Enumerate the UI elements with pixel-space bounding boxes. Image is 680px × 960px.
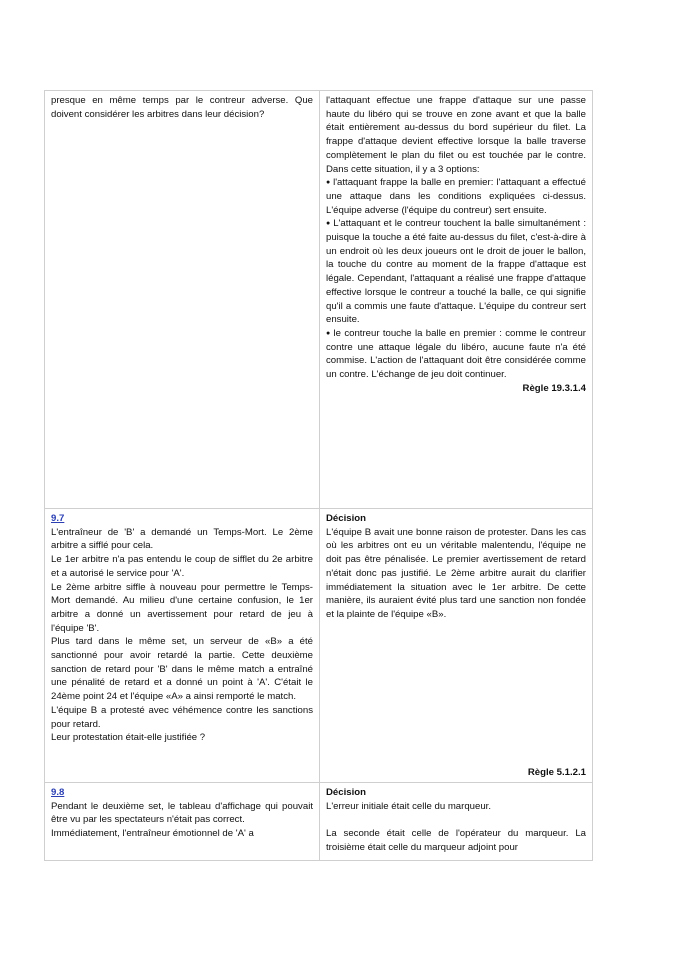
question-cell xyxy=(45,509,320,783)
question-line: Le 2ème arbitre siffle à nouveau pour permettre le Temps-Mort demandé. Au milieu d'une certaine confusion, le 1er arbitre a donné un avertissement pour retard de jeu à l'équipe 'B'. xyxy=(51,581,313,634)
rule-reference: Règle 5.1.2.1 xyxy=(527,767,586,779)
answer-cell xyxy=(320,783,593,861)
paragraph-gap xyxy=(326,813,586,827)
question-line: Leur protestation était-elle justifiée ? xyxy=(51,732,206,744)
answer-bullet: ● L'attaquant et le contreur touchent la balle simultanément : puisque la touche a été faite au-dessus du filet, c'est-à-dire à un endroit où les deux joueurs ont le droit de jouer le ballon, la touche du contre au moment de la frappe d'attaque est légale. Cependant, l'attaquant a réalisé une frappe d'attaque effective lorsque le contreur a touché la balle, ce qui signifie qu'il a commis une faute d'attaque. L'équipe du contreur sert ensuite. xyxy=(326,217,586,327)
decision-heading: Décision xyxy=(326,787,366,798)
answer-bullet: ● le contreur touche la balle en premier : comme le contreur contre une attaque légale du libéro, aucune faute n'a été commise. L'action de l'attaquant doit être considérée comme un contre. L'échange de jeu doit continuer. xyxy=(326,327,586,382)
rule-reference: Règle 19.3.1.4 xyxy=(522,382,586,394)
question-line: Plus tard dans le même set, un serveur de «B» a été sanctionné pour avoir retardé la partie. Cette deuxième sanction de retard pour 'B' dans le même match a entraîné une pénalité de retard et a donné un point à 'A'. C'était le 24ème point 24 et l'équipe «A» a ainsi remporté le match. xyxy=(51,636,313,703)
decision-text: L'équipe B avait une bonne raison de protester. Dans les cas où les arbitres ont eu un véritable malentendu, l'équipe ne doit pas être pénalisée. Le premier avertissement de retard n'était donc pas justifié. Le 2ème arbitre aurait du clarifier immédiatement la situation avec le 1er arbitre. De cette manière, ils auraient évité plus tard une sanction non fondée et la plainte de l'équipe «B». xyxy=(326,526,586,620)
table-row xyxy=(45,91,593,509)
table-row xyxy=(45,783,593,861)
table-row xyxy=(45,509,593,783)
answer-bullet: ● l'attaquant frappe la balle en premier: l'attaquant a effectué une attaque dans les conditions expliquées ci-dessus. L'équipe adverse (l'équipe du contreur) sert ensuite. xyxy=(326,176,586,217)
answer-cell xyxy=(320,91,593,509)
question-line: L'équipe B a protesté avec véhémence contre les sanctions pour retard. xyxy=(51,704,313,730)
decision-heading: Décision xyxy=(326,513,366,524)
case-number[interactable]: 9.8 xyxy=(51,787,65,798)
decision-line: La seconde était celle de l'opérateur du marqueur. La troisième était celle du marqueur adjoint pour xyxy=(326,828,586,853)
question-cell xyxy=(45,783,320,861)
question-line: Immédiatement, l'entraîneur émotionnel de 'A' a xyxy=(51,828,254,840)
decision-line: L'erreur initiale était celle du marqueur. xyxy=(326,800,492,812)
case-number[interactable]: 9.7 xyxy=(51,513,65,524)
question-line: Pendant le deuxième set, le tableau d'affichage qui pouvait être vu par les spectateurs n'était pas correct. xyxy=(51,800,313,826)
question-line: L'entraîneur de 'B' a demandé un Temps-Mort. Le 2ème arbitre a sifflé pour cela. xyxy=(51,526,313,552)
question-text: presque en même temps par le contreur adverse. Que doivent considérer les arbitres dans leur décision? xyxy=(51,95,313,120)
answer-cell xyxy=(320,509,593,783)
casebook-table xyxy=(44,90,593,861)
question-cell xyxy=(45,91,320,509)
answer-intro: l'attaquant effectue une frappe d'attaque sur une passe haute du libéro qui se trouve en zone avant et que la balle était entièrement au-dessus du bord supérieur du filet. La frappe d'attaque devient effective lorsque la balle traverse complètement le plan du filet ou est touchée par le contre. Dans cette situation, il y a 3 options: xyxy=(326,95,586,175)
question-line: Le 1er arbitre n'a pas entendu le coup de sifflet du 2e arbitre et a autorisé le service pour 'A'. xyxy=(51,554,313,579)
